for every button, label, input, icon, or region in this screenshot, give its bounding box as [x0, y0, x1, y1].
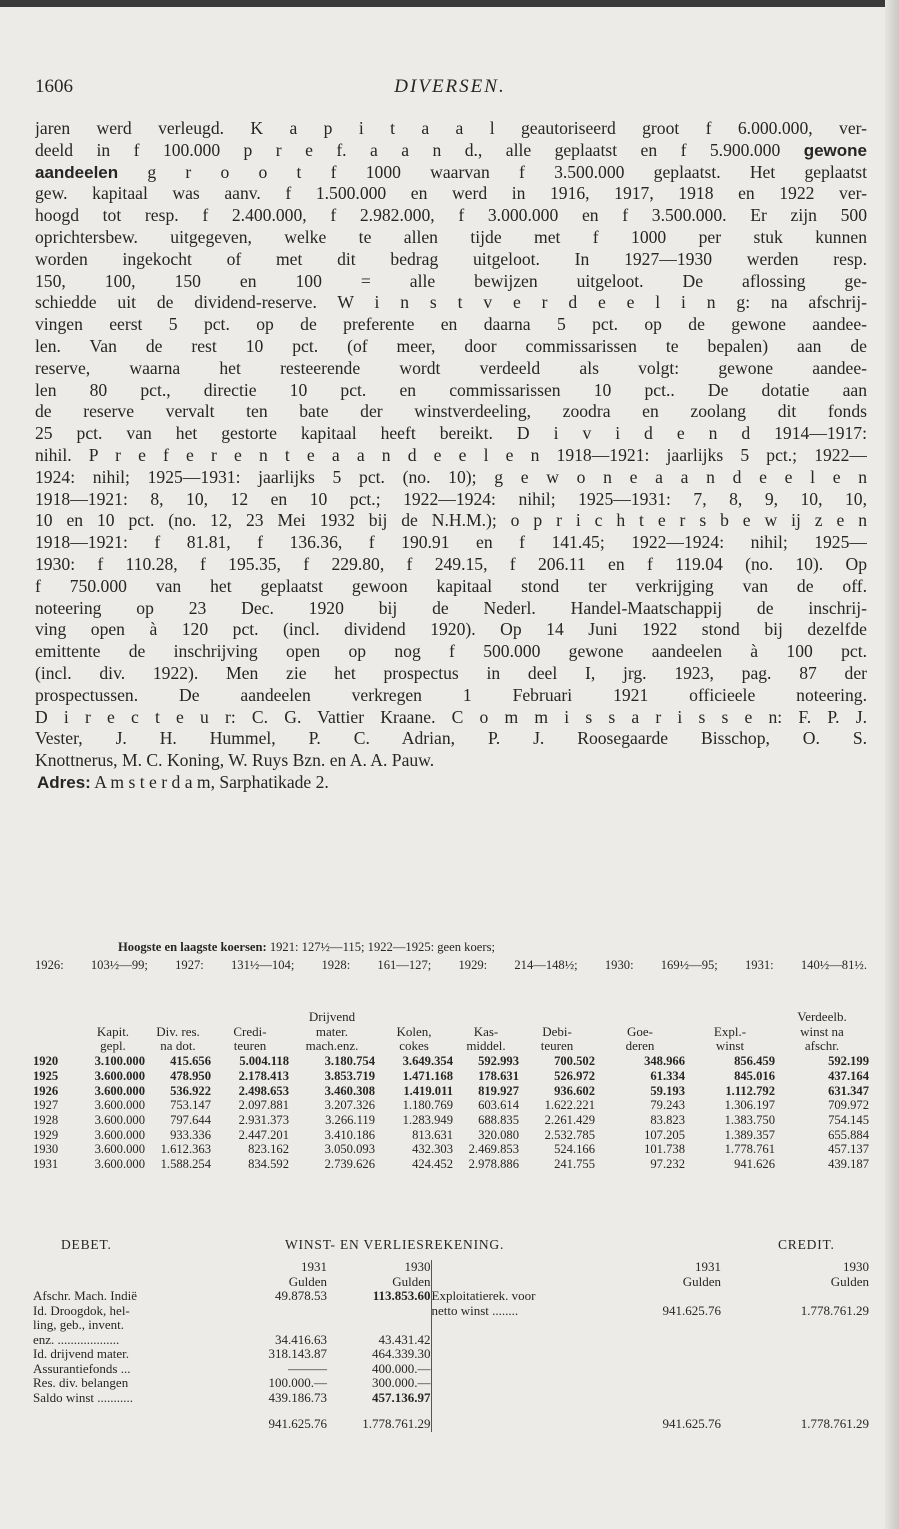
unit-header: Gulden: [682, 1273, 721, 1289]
debet-label: Afschr. Mach. Indië: [33, 1289, 137, 1303]
stat-cell: 1.389.357: [724, 1127, 775, 1142]
empty-cell: [721, 1347, 869, 1362]
stat-cell: [81, 1010, 145, 1025]
stat-cell: 754.145: [828, 1112, 869, 1127]
debet-value-1930: [327, 1304, 431, 1319]
adres-value: A m s t e r d a m, Sarphatikade 2.: [94, 771, 329, 792]
stat-cell: 2.931.373: [238, 1112, 289, 1127]
body-line: 25 pct. van het gestorte kapitaal heeft bereikt. D i v i d e n d 1914—1917:: [35, 423, 867, 444]
empty-cell: [581, 1347, 721, 1362]
empty-cell: [431, 1391, 581, 1406]
stat-cell: 631.347: [828, 1083, 869, 1098]
stat-cell: 1.778.761: [724, 1142, 775, 1157]
stat-cell: deren: [625, 1038, 655, 1054]
body-line: de reserve vervalt ten bate der winstverdeeling, zoodra en zoolang dit fonds: [35, 401, 867, 422]
stats-row: [33, 1113, 869, 1128]
stat-cell: [211, 1010, 289, 1025]
debet-value-1931: 34.416.63: [275, 1331, 327, 1347]
year-header: 1930: [843, 1259, 869, 1274]
stat-cell: 1.419.011: [403, 1083, 453, 1098]
empty-cell: [721, 1362, 869, 1377]
stat-cell: [375, 1010, 453, 1025]
stat-cell: teuren: [233, 1038, 267, 1054]
body-line: 1918—1921: f 81.81, f 136.36, f 190.91 en f 141.45; 1922—1924: nihil; 1925—: [35, 532, 867, 553]
body-line: nihil. P r e f e r e n t e a a n d e e l e n 1918—1921: jaarlijks 5 pct.; 1922—: [35, 444, 867, 465]
body-line: worden ingekocht of met dit bedrag uitgeloot. In 1927—1930 werden resp.: [35, 248, 867, 269]
stat-cell: 2.978.886: [468, 1157, 519, 1172]
debet-label: enz. ...................: [33, 1332, 120, 1347]
stat-cell: 101.738: [644, 1142, 685, 1157]
year-header: 1930: [404, 1259, 431, 1274]
stat-cell: 3.600.000: [94, 1098, 145, 1113]
empty-cell: [33, 1405, 233, 1432]
year-cell: 1926: [33, 1083, 59, 1098]
stats-row: [33, 1084, 869, 1099]
stat-cell: Verdeelb.: [797, 1009, 847, 1024]
empty-cell: [431, 1376, 581, 1391]
stat-cell: 241.755: [554, 1157, 595, 1172]
empty-cell: [33, 1275, 233, 1290]
stat-cell: 2.469.853: [468, 1142, 519, 1157]
body-line: vingen eerst 5 pct. op de preferente en daarna 5 pct. op de gewone aandee-: [35, 314, 867, 335]
stat-cell: 3.050.093: [324, 1142, 375, 1157]
pl-unit-header: [33, 1275, 869, 1290]
body-line: oprichtersbew. uitgegeven, welke te allen tijde met f 1000 per stuk kunnen: [35, 226, 867, 247]
credit-value-1931: 941.625.76: [662, 1302, 721, 1318]
company-description: [35, 118, 867, 794]
stats-row: [33, 1069, 869, 1084]
adres-label: Adres:: [37, 772, 91, 792]
pl-totals-row: [33, 1405, 869, 1432]
empty-cell: [581, 1333, 721, 1348]
body-line: ving open à 120 pct. (incl. dividend 1920). Op 14 Juni 1922 stond bij dezelfde: [35, 619, 867, 640]
body-line: gew. kapitaal was aanv. f 1.500.000 en werd in 1916, 1917, 1918 en 1922 ver-: [35, 183, 867, 204]
credit-value-1930: 1.778.761.29: [800, 1302, 869, 1318]
stat-cell: 2.261.429: [544, 1112, 595, 1127]
body-line: noteering op 23 Dec. 1920 bij de Nederl. Handel-Maatschappij de inschrij-: [35, 597, 867, 618]
stat-cell: 2.532.785: [544, 1127, 595, 1142]
stat-cell: 524.166: [554, 1142, 595, 1157]
body-line: Vester, J. H. Hummel, P. C. Adrian, P. J. Roosegaarde Bisschop, O. S.: [35, 728, 867, 749]
empty-cell: [431, 1362, 581, 1377]
stats-row: [33, 1098, 869, 1113]
stat-cell: 1.180.769: [402, 1098, 453, 1113]
body-line: schiedde uit de dividend-reserve. W i n s t v e r d e e l i n g: na afschrij-: [35, 292, 867, 313]
stat-cell: 3.600.000: [94, 1112, 145, 1127]
debet-value-1931: 49.878.53: [275, 1288, 327, 1303]
empty-cell: [431, 1275, 581, 1290]
stat-cell: [685, 1010, 775, 1025]
stat-cell: 813.631: [412, 1127, 453, 1142]
koersen-label: Hoogste en laagste koersen:: [118, 940, 267, 954]
stat-cell: 3.600.000: [94, 1083, 145, 1098]
stat-cell: 415.656: [170, 1054, 211, 1069]
stat-cell: 478.950: [170, 1068, 211, 1083]
body-line: jaren werd verleugd. K a p i t a a l geautoriseerd groot f 6.000.000, ver-: [35, 118, 867, 138]
stat-cell: 59.193: [650, 1083, 685, 1098]
body-line: hoogd tot resp. f 2.400.000, f 2.982.000, f 3.000.000 en f 3.500.000. Er zijn 500: [35, 205, 867, 226]
stats-header-row: [33, 1010, 869, 1025]
debet-value-1931: [233, 1318, 327, 1333]
stat-cell: 592.993: [478, 1054, 519, 1069]
debet-label: ling, geb., invent.: [33, 1318, 124, 1332]
stat-cell: 753.147: [170, 1098, 211, 1113]
page-number: 1606: [35, 76, 73, 97]
stat-cell: 941.626: [734, 1157, 775, 1172]
stat-cell: Kas-: [473, 1023, 499, 1039]
credit-label: netto winst ........: [431, 1304, 581, 1319]
stat-cell: 819.927: [478, 1083, 519, 1098]
stats-row: [33, 1142, 869, 1157]
stat-cell: 2.097.881: [238, 1098, 289, 1113]
stat-cell: Drijvend: [308, 1009, 356, 1024]
empty-cell: [721, 1391, 869, 1406]
stat-cell: Goe-: [627, 1023, 653, 1039]
debet-value-1931: 439.186.73: [268, 1389, 327, 1405]
stat-cell: Credi-: [233, 1023, 267, 1039]
stat-cell: 1.588.254: [160, 1157, 211, 1172]
body-line: f 750.000 van het geplaatst gewoon kapitaal stond ter verkrijging van de off.: [35, 575, 867, 596]
body-line: 1930: f 110.28, f 195.35, f 229.80, f 249.15, f 206.11 en f 119.04 (no. 10). Op: [35, 553, 867, 574]
stat-cell: cokes: [399, 1038, 429, 1054]
stats-row: [33, 1128, 869, 1143]
empty-cell: [721, 1333, 869, 1348]
debet-value-1930: 464.339.30: [372, 1346, 431, 1361]
stats-row: [33, 1157, 869, 1172]
stat-cell: 83.823: [650, 1112, 685, 1127]
debet-total-1931: 941.625.76: [268, 1416, 327, 1431]
stat-cell: 424.452: [412, 1157, 453, 1172]
body-line: len 80 pct., directie 10 pct. en commissarissen 10 pct.. De dotatie aan: [35, 379, 867, 400]
debet-value-1930: 400.000.—: [372, 1360, 431, 1376]
empty-cell: [581, 1376, 721, 1391]
stat-cell: 178.631: [478, 1068, 519, 1083]
running-title: DIVERSEN.: [394, 76, 506, 97]
stats-header-row: [33, 1025, 869, 1040]
stat-cell: 700.502: [554, 1054, 595, 1069]
debet-label: Res. div. belangen: [33, 1376, 129, 1390]
credit-total-1931: 941.625.76: [662, 1416, 721, 1431]
stat-cell: 1.283.949: [402, 1112, 453, 1127]
year-header: 1931: [695, 1259, 721, 1274]
stat-cell: 2.447.201: [238, 1127, 289, 1142]
stat-cell: 3.100.000: [94, 1054, 145, 1069]
stat-cell: 1.383.750: [724, 1112, 775, 1127]
debet-value-1931: ———: [288, 1360, 327, 1376]
year-cell: [33, 1010, 81, 1025]
stat-cell: 709.972: [828, 1098, 869, 1113]
debet-value-1930: 457.136.97: [372, 1389, 431, 1405]
stat-cell: Debi-: [542, 1023, 572, 1039]
debet-value-1930: 300.000.—: [372, 1375, 431, 1390]
body-line: emittente de inschrijving open op nog f 500.000 gewone aandeelen à 100 pct.: [35, 641, 867, 662]
debet-label: Id. Droogdok, hel-: [33, 1303, 130, 1318]
empty-cell: [581, 1318, 721, 1333]
body-line: 150, 100, 150 en 100 = alle bewijzen uitgeloot. De aflossing ge-: [35, 270, 867, 291]
pl-year-header: [33, 1260, 869, 1275]
stat-cell: 3.180.754: [324, 1054, 375, 1069]
stat-cell: 3.600.000: [94, 1142, 145, 1157]
top-border: [0, 0, 899, 7]
year-cell: 1930: [33, 1142, 59, 1157]
stat-cell: 592.199: [828, 1054, 869, 1069]
stat-cell: 688.835: [478, 1112, 519, 1127]
year-header: 1931: [301, 1259, 327, 1274]
koersen-line-1: [35, 938, 867, 956]
debet-value-1930: [327, 1318, 431, 1333]
stat-cell: 457.137: [828, 1142, 869, 1157]
credit-value-1930: [721, 1289, 869, 1304]
body-line: Knottnerus, M. C. Koning, W. Ruys Bzn. en A. A. Pauw.: [35, 750, 435, 771]
year-cell: 1925: [33, 1068, 59, 1083]
koersen-values-1: 1921: 127½—115; 1922—1925: geen koers;: [269, 940, 495, 954]
stat-cell: 536.922: [170, 1083, 211, 1098]
debet-value-1931: [233, 1304, 327, 1319]
koersen-line-2: 1926: 103½—99; 1927: 131½—104; 1928: 161—127; 1929: 214—148½; 1930: 169½—95; 1931: 140½—81½.: [35, 958, 867, 972]
stat-cell: 61.334: [650, 1068, 685, 1083]
pl-row: [33, 1333, 869, 1348]
stat-cell: gepl.: [100, 1038, 126, 1054]
body-line: reserve, waarna het resteerende wordt verdeeld als volgt: gewone aandee-: [35, 357, 867, 378]
debet-label: Id. drijvend mater.: [33, 1347, 130, 1361]
pl-row: [33, 1376, 869, 1391]
stats-row: [33, 1054, 869, 1069]
debet-value-1930: 113.853.60: [372, 1288, 431, 1303]
stat-cell: 1.112.792: [725, 1083, 775, 1098]
empty-cell: [431, 1405, 581, 1432]
stat-cell: 439.187: [828, 1157, 869, 1172]
stat-cell: 823.162: [248, 1142, 289, 1157]
body-line: (incl. div. 1922). Men zie het prospectus in deel I, jrg. 1923, pag. 87 der: [35, 662, 867, 683]
stat-cell: 97.232: [650, 1157, 685, 1172]
stat-cell: 933.336: [170, 1127, 211, 1142]
stat-cell: 5.004.118: [239, 1054, 289, 1069]
page-edge-shadow: [885, 0, 899, 1529]
empty-cell: [33, 1260, 233, 1275]
credit-value-1931: [581, 1289, 721, 1304]
stat-cell: 107.205: [644, 1127, 685, 1142]
stat-cell: 603.614: [478, 1098, 519, 1113]
stat-cell: 348.966: [644, 1054, 685, 1069]
unit-header: Gulden: [288, 1273, 327, 1289]
stat-cell: 3.207.326: [324, 1098, 375, 1113]
debet-label: Assurantiefonds ...: [33, 1361, 131, 1376]
pl-row: [33, 1362, 869, 1377]
pl-row: [33, 1391, 869, 1406]
empty-cell: [721, 1318, 869, 1333]
stat-cell: mater.: [315, 1023, 349, 1039]
stat-cell: 3.600.000: [94, 1127, 145, 1142]
pl-row: [33, 1347, 869, 1362]
bold-term-gewone: gewone: [803, 140, 867, 160]
stat-cell: 3.600.000: [94, 1068, 145, 1083]
stat-cell: 2.498.653: [238, 1083, 289, 1098]
stat-cell: 655.884: [828, 1127, 869, 1142]
stat-cell: 3.600.000: [94, 1157, 145, 1172]
year-cell: 1928: [33, 1112, 59, 1127]
empty-cell: [431, 1318, 581, 1333]
stat-cell: [595, 1010, 685, 1025]
year-cell: 1931: [33, 1157, 59, 1172]
stat-cell: 936.602: [554, 1083, 595, 1098]
debet-value-1931: 100.000.—: [268, 1375, 327, 1390]
stat-cell: 1.622.221: [544, 1098, 595, 1113]
year-cell: [33, 1039, 81, 1054]
stat-cell: 3.853.719: [324, 1068, 375, 1083]
stat-cell: [453, 1010, 519, 1025]
stat-cell: Div. res.: [156, 1023, 200, 1039]
empty-cell: [431, 1260, 581, 1275]
account-title: WINST- EN VERLIESREKENING.: [285, 1237, 505, 1252]
body-line: deeld in f 100.000 p r e f. a a n d., alle geplaatst en f 5.900.000 gewone: [35, 139, 867, 160]
credit-total-1930: 1.778.761.29: [800, 1416, 869, 1431]
stat-cell: 1.471.168: [402, 1068, 453, 1083]
debet-total-1930: 1.778.761.29: [362, 1416, 431, 1431]
stat-cell: 1.612.363: [160, 1142, 211, 1157]
year-cell: 1927: [33, 1098, 59, 1113]
stat-cell: na dot.: [160, 1038, 196, 1054]
unit-header: Gulden: [392, 1273, 431, 1289]
body-line: 1924: nihil; 1925—1931: jaarlijks 5 pct. (no. 10); g e w o n e a a n d e e l e n: [35, 466, 867, 487]
year-cell: 1920: [33, 1054, 59, 1069]
debet-title: DEBET.: [61, 1237, 112, 1252]
debet-value-1930: 43.431.42: [378, 1331, 431, 1347]
stat-cell: 3.460.308: [324, 1083, 375, 1098]
pl-row: [33, 1289, 869, 1304]
stat-cell: winst na: [800, 1023, 844, 1039]
body-line: 10 en 10 pct. (no. 12, 23 Mei 1932 bij de N.H.M.); o p r i c h t e r s b e w ij z e n: [35, 510, 867, 531]
stat-cell: 845.016: [734, 1068, 775, 1083]
stat-cell: 3.410.186: [324, 1127, 375, 1142]
pl-row: [33, 1304, 869, 1319]
stat-cell: teuren: [540, 1038, 574, 1054]
unit-header: Gulden: [830, 1273, 869, 1289]
stat-cell: 526.972: [554, 1068, 595, 1083]
stat-cell: afschr.: [804, 1038, 840, 1054]
stat-cell: Kolen,: [396, 1023, 432, 1039]
stat-cell: [519, 1010, 595, 1025]
body-line: len. Van de rest 10 pct. (of meer, door commissarissen te bepalen) aan de: [35, 335, 867, 356]
stats-header-row: [33, 1039, 869, 1054]
stat-cell: 2.739.626: [324, 1157, 375, 1172]
bold-term-aandeelen: aandeelen: [35, 162, 119, 182]
year-cell: 1929: [33, 1127, 59, 1142]
debet-label: Saldo winst ...........: [33, 1390, 134, 1405]
stat-cell: [145, 1010, 211, 1025]
body-line: aandeelen g r o o t f 1000 waarvan f 3.500.000 geplaatst. Het geplaatst: [35, 161, 867, 182]
stat-cell: 432.303: [412, 1142, 453, 1157]
empty-cell: [431, 1347, 581, 1362]
stat-cell: winst: [715, 1038, 745, 1054]
financial-statistics-table: [33, 1010, 869, 1172]
stat-cell: 3.649.354: [402, 1054, 453, 1069]
stat-cell: Expl.-: [713, 1023, 747, 1039]
stat-cell: 856.459: [734, 1054, 775, 1069]
stat-cell: 437.164: [828, 1068, 869, 1083]
address-line: [35, 772, 867, 794]
stat-cell: 2.178.413: [238, 1068, 289, 1083]
stat-cell: mach.enz.: [305, 1038, 359, 1054]
stat-cell: 834.592: [248, 1157, 289, 1172]
stat-cell: 797.644: [170, 1112, 211, 1127]
credit-label: Exploitatierek. voor: [431, 1289, 581, 1304]
empty-cell: [431, 1333, 581, 1348]
stat-cell: 3.266.119: [325, 1112, 375, 1127]
empty-cell: [581, 1391, 721, 1406]
price-range-block: [35, 938, 867, 974]
body-line: D i r e c t e u r: C. G. Vattier Kraane. C o m m i s s a r i s s e n: F. P. J.: [35, 706, 867, 727]
body-line: prospectussen. De aandeelen verkregen 1 Februari 1921 officieele noteering.: [35, 684, 867, 705]
year-cell: [33, 1025, 81, 1040]
pl-row: [33, 1318, 869, 1333]
empty-cell: [721, 1376, 869, 1391]
stat-cell: 79.243: [650, 1098, 685, 1113]
stat-cell: Kapit.: [96, 1023, 130, 1039]
page-header: [35, 76, 865, 102]
debet-value-1931: 318.143.87: [268, 1346, 327, 1361]
profit-loss-account: [33, 1238, 869, 1432]
stat-cell: middel.: [466, 1038, 506, 1054]
empty-cell: [581, 1362, 721, 1377]
credit-title: CREDIT.: [778, 1237, 835, 1252]
stat-cell: 1.306.197: [724, 1098, 775, 1113]
body-line: 1918—1921: 8, 10, 12 en 10 pct.; 1922—1924: nihil; 1925—1931: 7, 8, 9, 10, 10,: [35, 488, 867, 509]
stat-cell: 320.080: [478, 1127, 519, 1142]
